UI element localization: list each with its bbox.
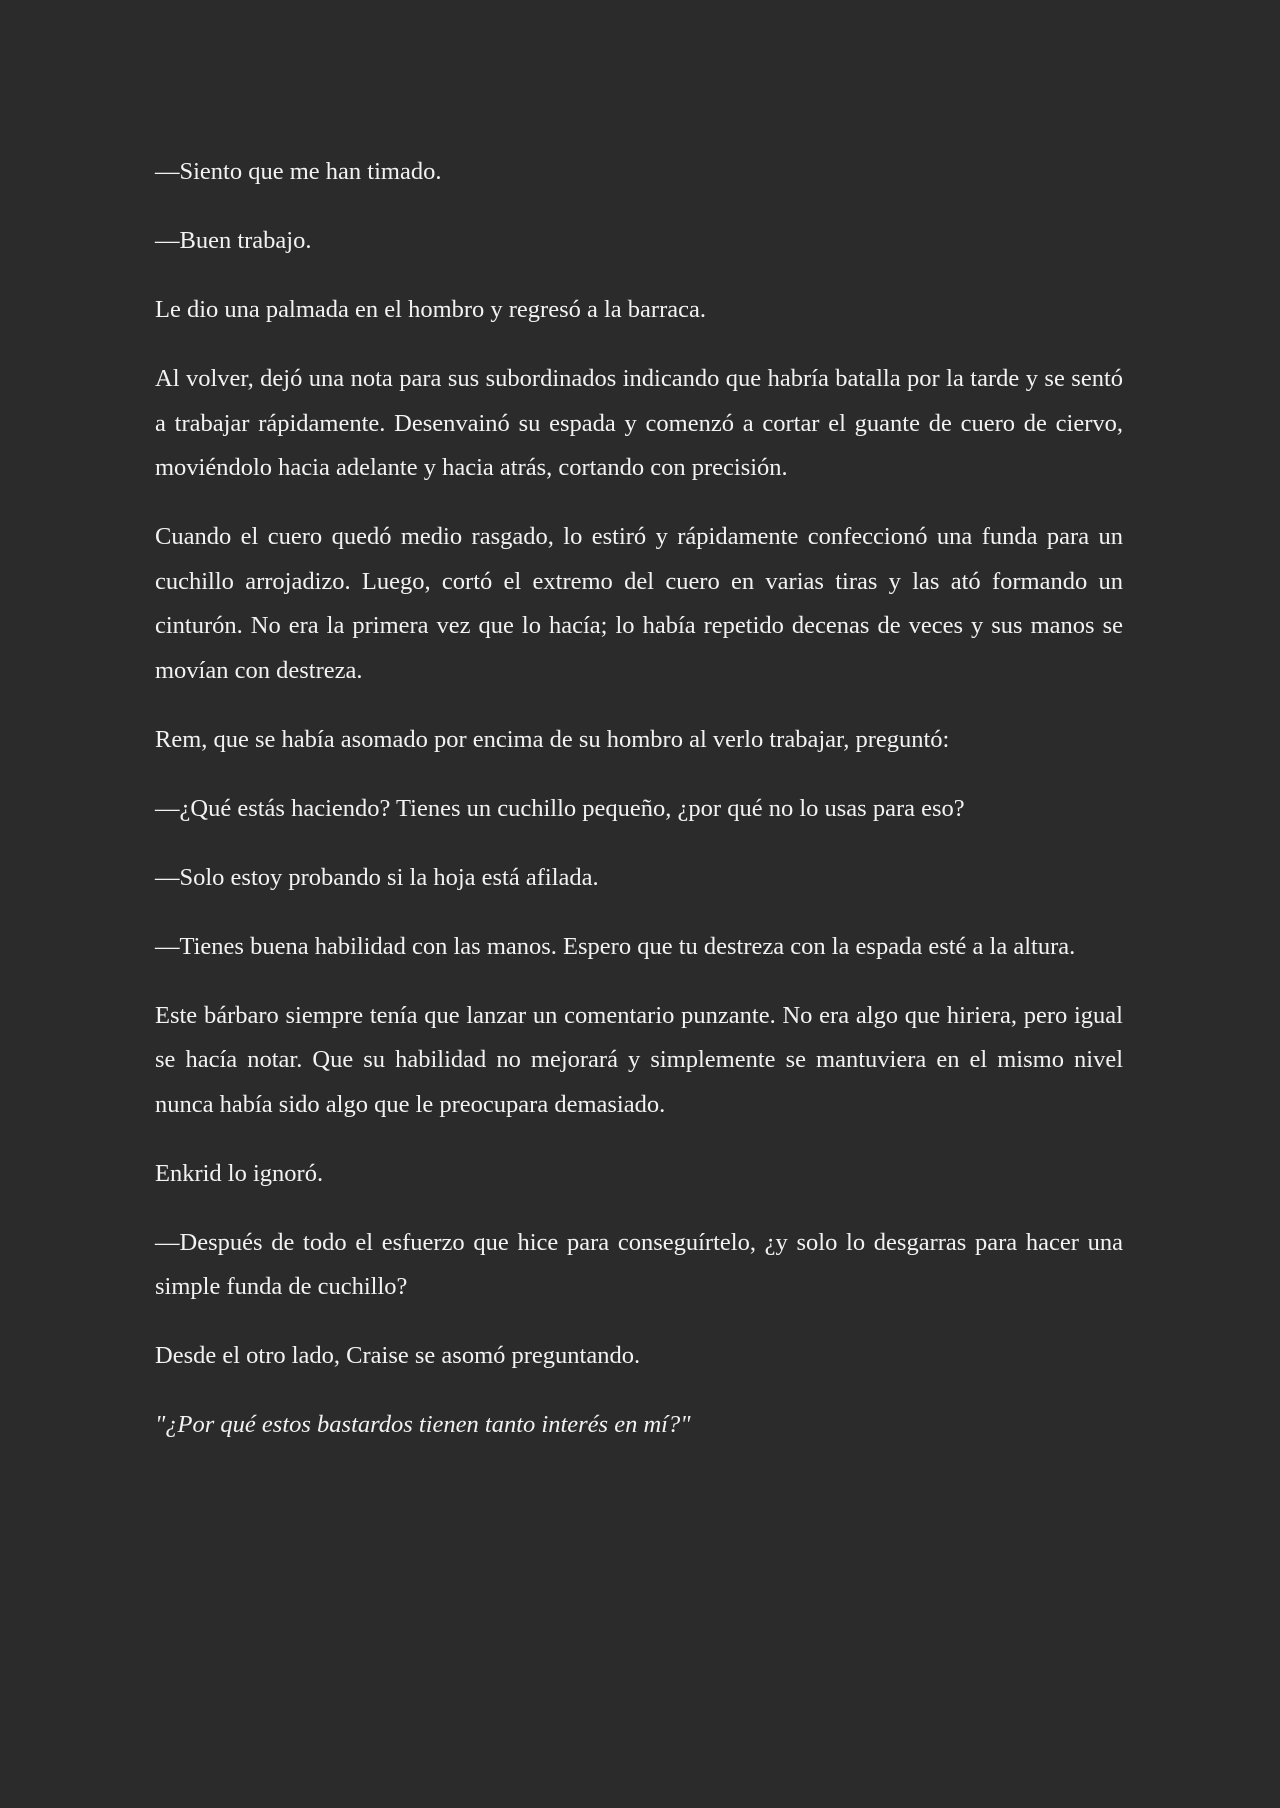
paragraph: Desde el otro lado, Craise se asomó preguntando. — [155, 1342, 641, 1369]
paragraph: Rem, que se había asomado por encima de su hombro al verlo trabajar, preguntó: — [155, 725, 950, 753]
paragraph: —Después de todo el esfuerzo que hice para conseguírtelo, ¿y solo lo desgarras para hacer una simple funda de cuchillo? — [155, 1228, 1123, 1300]
paragraph: Enkrid lo ignoró. — [155, 1159, 324, 1187]
paragraph: —Tienes buena habilidad con las manos. Espero que tu destreza con la espada esté a la altura. — [155, 932, 1076, 960]
paragraph: Cuando el cuero quedó medio rasgado, lo estiró y rápidamente confeccionó una funda para un cuchillo arrojadizo. Luego, cortó el extremo del cuero en varias tiras y las ató formando un cinturón. No era la primera vez que lo hacía; lo había repetido decenas de veces y sus manos se movían con destreza. — [155, 523, 1123, 684]
paragraph: Al volver, dejó una nota para sus subordinados indicando que habría batalla por la tarde y se sentó a trabajar rápidamente. Desenvainó su espada y comenzó a cortar el guante de cuero de ciervo, moviéndolo hacia adelante y hacia atrás, cortando con precisión. — [155, 365, 1123, 481]
paragraph: —Solo estoy probando si la hoja está afilada. — [155, 863, 599, 891]
paragraph: —Siento que me han timado. — [155, 158, 442, 185]
paragraph: —Buen trabajo. — [155, 227, 312, 254]
document-page — [155, 150, 1123, 1472]
paragraph: Le dio una palmada en el hombro y regresó a la barraca. — [155, 296, 706, 323]
paragraph: —¿Qué estás haciendo? Tienes un cuchillo pequeño, ¿por qué no lo usas para eso? — [155, 794, 965, 822]
italic-thought-paragraph: "¿Por qué estos bastardos tienen tanto interés en mí?" — [155, 1411, 691, 1438]
paragraph: Este bárbaro siempre tenía que lanzar un comentario punzante. No era algo que hiriera, pero igual se hacía notar. Que su habilidad no mejorará y simplemente se mantuviera en el mismo nivel nunca había sido algo que le preocupara demasiado. — [155, 1001, 1123, 1118]
